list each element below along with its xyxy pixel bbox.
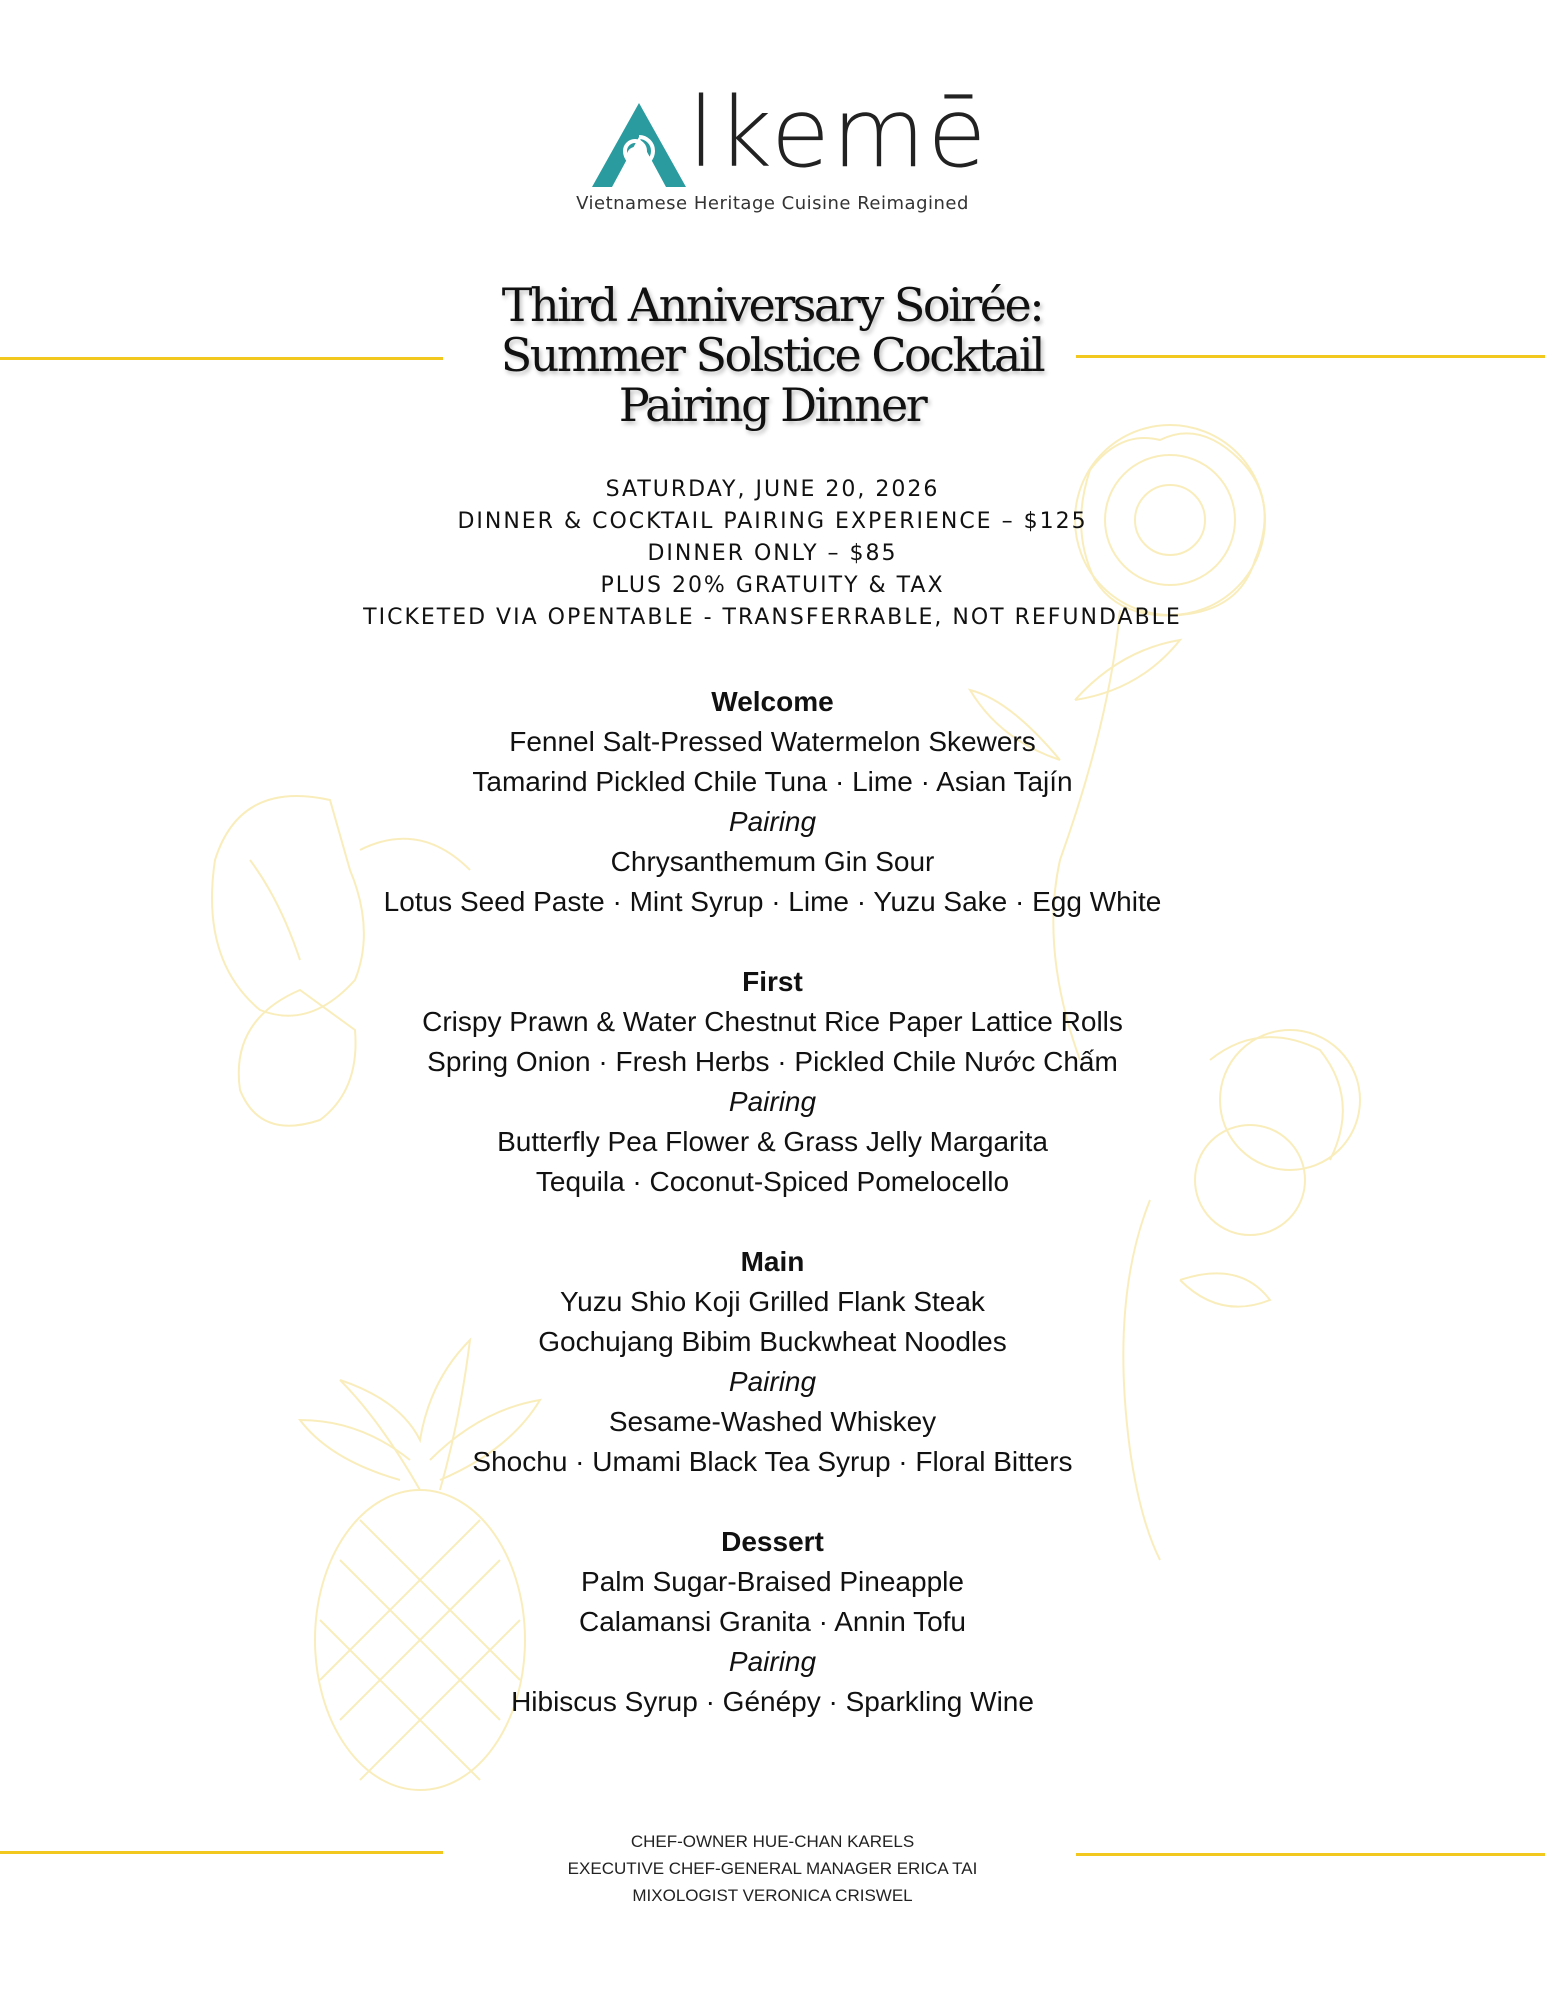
event-info — [0, 474, 1545, 634]
course-name: First — [742, 966, 803, 997]
dinner-price: DINNER ONLY – $85 — [647, 541, 898, 566]
course-main — [0, 1242, 1545, 1482]
spiral-a-icon — [584, 99, 694, 191]
title-line: Pairing Dinner — [618, 378, 926, 432]
course-name: Welcome — [711, 686, 834, 717]
dish-line: Gochujang Bibim Buckwheat Noodles — [538, 1326, 1007, 1357]
pairing-label: Pairing — [728, 1086, 817, 1117]
dish-line: Crispy Prawn & Water Chestnut Rice Paper Lattice Rolls — [422, 1006, 1123, 1037]
course-first — [0, 962, 1545, 1202]
pairing-label: Pairing — [728, 1366, 817, 1397]
course-dessert — [0, 1522, 1545, 1722]
pairing-line: Shochu · Umami Black Tea Syrup · Floral Bitters — [472, 1446, 1073, 1477]
course-name: Dessert — [721, 1526, 824, 1557]
credits-footer — [0, 1828, 1545, 1909]
dish-line: Spring Onion · Fresh Herbs · Pickled Chile Nước Chấm — [427, 1046, 1118, 1077]
title-line: Summer Solstice Cocktail — [500, 328, 1044, 382]
pairing-line: Butterfly Pea Flower & Grass Jelly Margarita — [497, 1126, 1048, 1157]
logo — [0, 77, 1545, 225]
dish-line: Tamarind Pickled Chile Tuna · Lime · Asian Tajín — [472, 766, 1073, 797]
pairing-line: Hibiscus Syrup · Génépy · Sparkling Wine — [511, 1686, 1034, 1717]
top-right-rule — [1076, 355, 1545, 358]
pairing-price: DINNER & COCKTAIL PAIRING EXPERIENCE – $125 — [457, 509, 1088, 534]
event-date: SATURDAY, JUNE 20, 2026 — [605, 477, 940, 502]
course-name: Main — [740, 1246, 805, 1277]
dish-line: Yuzu Shio Koji Grilled Flank Steak — [560, 1286, 985, 1317]
pairing-line: Chrysanthemum Gin Sour — [610, 846, 935, 877]
title-line: Third Anniversary Soirée: — [501, 278, 1043, 332]
pairing-line: Sesame-Washed Whiskey — [608, 1406, 937, 1437]
pairing-line: Tequila · Coconut-Spiced Pomelocello — [535, 1166, 1010, 1197]
credit-line: MIXOLOGIST VERONICA CRISWEL — [632, 1886, 913, 1905]
dish-line: Fennel Salt-Pressed Watermelon Skewers — [509, 726, 1036, 757]
pairing-label: Pairing — [728, 806, 817, 837]
menu — [0, 682, 1545, 1762]
course-welcome — [0, 682, 1545, 922]
dish-line: Palm Sugar-Braised Pineapple — [581, 1566, 964, 1597]
pairing-label: Pairing — [728, 1646, 817, 1677]
event-title — [472, 280, 1072, 430]
top-left-rule — [0, 357, 443, 360]
dish-line: Calamansi Granita · Annin Tofu — [578, 1606, 967, 1637]
logo-wordmark: lkemē — [688, 77, 989, 189]
credit-line: CHEF-OWNER HUE-CHAN KARELS — [630, 1832, 915, 1851]
gratuity-note: PLUS 20% GRATUITY & TAX — [600, 573, 945, 598]
credit-line: EXECUTIVE CHEF-GENERAL MANAGER ERICA TAI — [567, 1859, 978, 1878]
pairing-line: Lotus Seed Paste · Mint Syrup · Lime · Yuzu Sake · Egg White — [383, 886, 1162, 917]
ticket-note: TICKETED VIA OPENTABLE - TRANSFERRABLE, NOT REFUNDABLE — [363, 605, 1182, 630]
logo-tagline: Vietnamese Heritage Cuisine Reimagined — [576, 193, 969, 214]
